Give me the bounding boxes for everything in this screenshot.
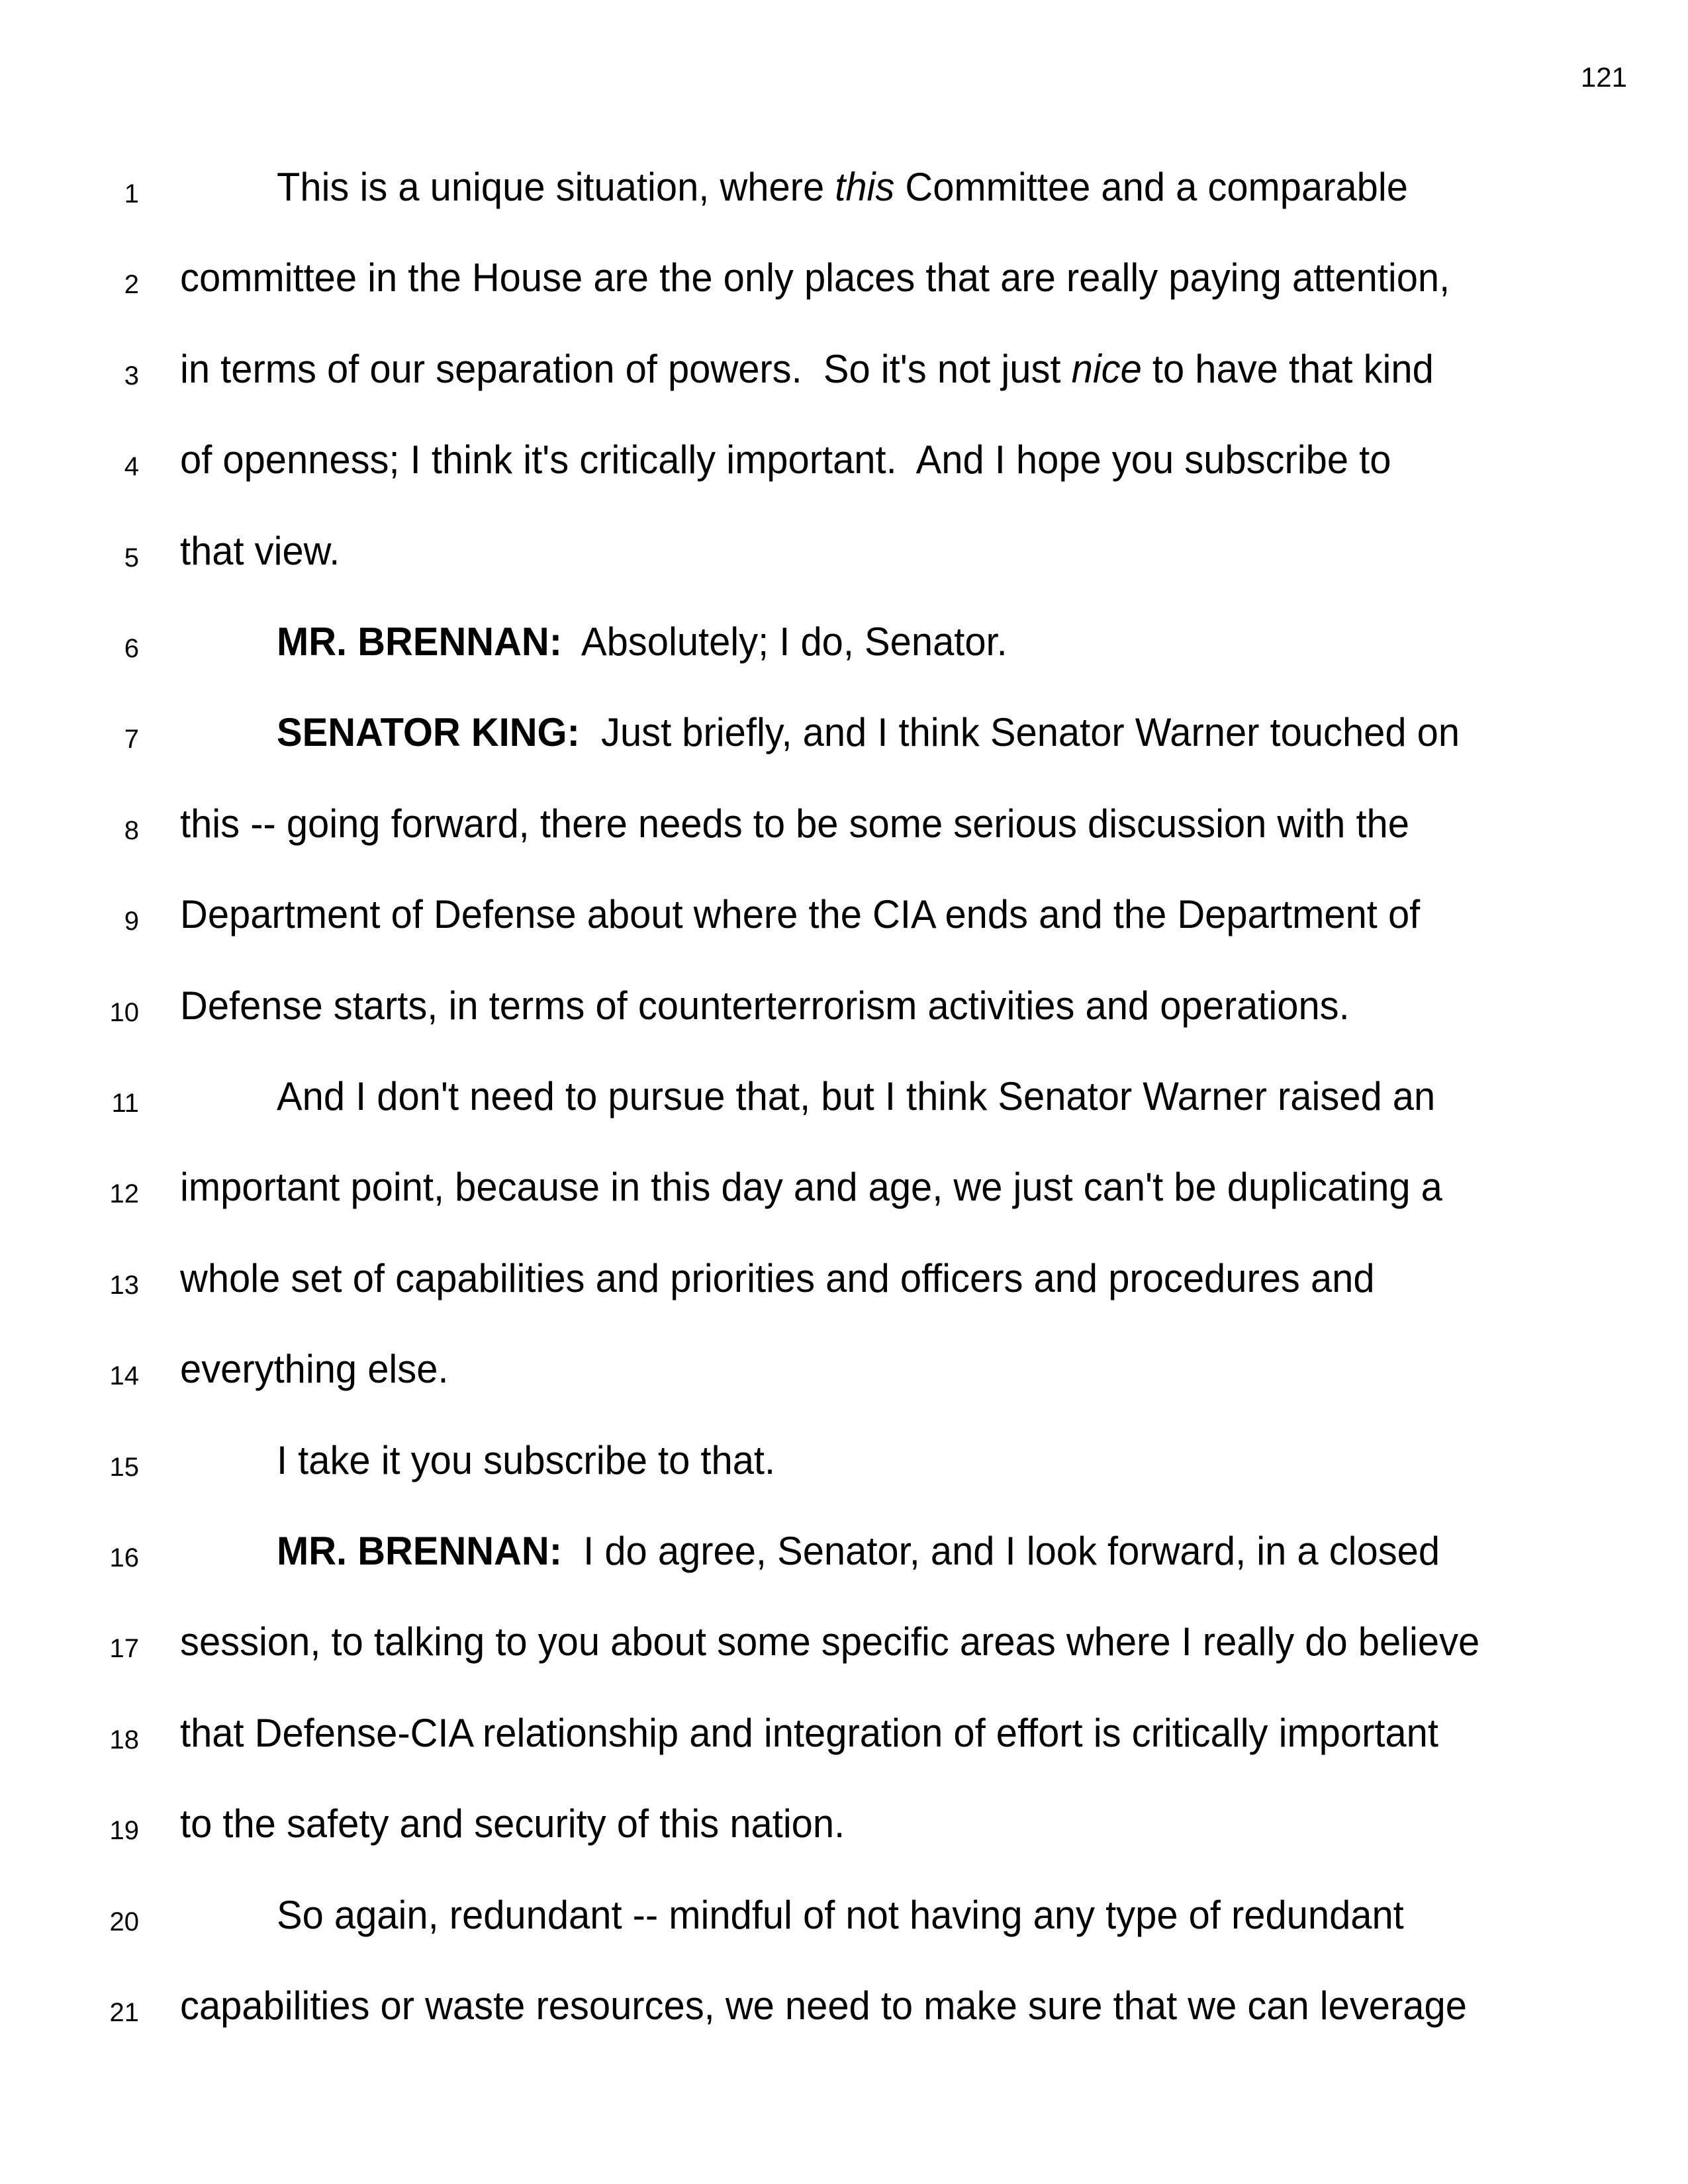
transcript-line xyxy=(0,1882,1688,1935)
line-text xyxy=(277,710,1460,755)
text-segment: I do agree, Senator, and I look forward, in a closed xyxy=(562,1529,1440,1573)
text-segment: And I don't need to pursue that, but I think Senator Warner raised an xyxy=(277,1074,1436,1118)
line-text xyxy=(180,983,1350,1028)
line-number: 5 xyxy=(124,543,139,572)
line-number: 11 xyxy=(111,1089,139,1118)
transcript-line xyxy=(0,518,1688,571)
text-segment: This is a unique situation, where xyxy=(277,165,835,209)
line-text xyxy=(277,1437,776,1482)
page-number: 121 xyxy=(1580,62,1627,93)
line-text xyxy=(277,619,1008,664)
text-segment: to have that kind xyxy=(1141,346,1434,391)
line-number: 3 xyxy=(124,361,139,390)
text-segment: Department of Defense about where the CIA ends and the Department of xyxy=(180,892,1421,937)
transcript-line xyxy=(0,1246,1688,1298)
text-segment: to the safety and security of this nation. xyxy=(180,1801,845,1846)
transcript-line xyxy=(0,609,1688,662)
line-text xyxy=(277,1892,1404,1937)
line-text xyxy=(277,1074,1436,1118)
text-segment: Just briefly, and I think Senator Warner touched on xyxy=(579,710,1460,755)
transcript-line xyxy=(0,1154,1688,1210)
transcript-line xyxy=(0,1609,1688,1662)
transcript-line xyxy=(0,245,1688,298)
line-text xyxy=(180,528,340,573)
line-text xyxy=(277,1531,1440,1571)
text-segment: I take it you subscribe to that. xyxy=(277,1437,776,1482)
text-segment: in terms of our separation of powers. So it's not just xyxy=(180,346,1072,391)
line-text xyxy=(180,346,1434,391)
line-number: 15 xyxy=(109,1452,139,1482)
line-number: 1 xyxy=(124,179,139,208)
speaker-label: MR. BRENNAN: xyxy=(277,619,563,664)
line-number: 21 xyxy=(109,1998,139,2027)
line-text xyxy=(180,437,1391,482)
transcript-line xyxy=(0,1973,1688,2026)
line-text xyxy=(180,1619,1480,1664)
text-segment: important point, because in this day and age, we just can't be duplicating a xyxy=(180,1165,1442,1210)
line-number: 9 xyxy=(124,907,139,936)
line-text xyxy=(180,1165,1442,1210)
transcript-line xyxy=(0,973,1688,1026)
line-number: 19 xyxy=(109,1816,139,1846)
line-number: 18 xyxy=(109,1725,139,1754)
transcript-line xyxy=(0,336,1688,389)
transcript-line xyxy=(0,154,1688,207)
speaker-label: MR. BRENNAN: xyxy=(277,1529,563,1573)
line-text xyxy=(180,892,1421,937)
transcript-line xyxy=(0,1700,1688,1753)
line-number: 17 xyxy=(109,1634,139,1664)
transcript-line xyxy=(0,427,1688,480)
text-segment: session, to talking to you about some specific areas where I really do believe xyxy=(180,1619,1480,1664)
text-segment: everything else. xyxy=(180,1347,449,1392)
text-segment: Absolutely; I do, Senator. xyxy=(562,619,1008,664)
transcript-line xyxy=(0,1428,1688,1480)
line-number: 10 xyxy=(109,997,139,1027)
text-segment: So again, redundant -- mindful of not having any type of redundant xyxy=(277,1892,1404,1937)
text-segment: that view. xyxy=(180,528,340,573)
line-text xyxy=(180,1255,1375,1300)
line-text xyxy=(277,167,1408,207)
text-segment: Committee and a comparable xyxy=(894,165,1408,209)
text-segment: committee in the House are the only places that are really paying attention, xyxy=(180,255,1450,300)
transcript-line xyxy=(0,1518,1688,1571)
emphasis-text: nice xyxy=(1071,346,1142,391)
line-number: 20 xyxy=(109,1907,139,1936)
transcript-line xyxy=(0,1064,1688,1116)
text-segment: of openness; I think it's critically important. And I hope you subscribe to xyxy=(180,437,1391,482)
line-number: 2 xyxy=(124,270,139,300)
line-number: 4 xyxy=(124,452,139,482)
line-text xyxy=(180,801,1409,846)
line-number: 8 xyxy=(124,815,139,845)
line-text xyxy=(180,1801,845,1846)
transcript-line xyxy=(0,700,1688,755)
line-text xyxy=(180,1710,1438,1755)
text-segment: Defense starts, in terms of counterterrorism activities and operations. xyxy=(180,983,1350,1028)
line-number: 13 xyxy=(109,1270,139,1300)
transcript-line xyxy=(0,1336,1688,1392)
text-segment: whole set of capabilities and priorities and officers and procedures and xyxy=(180,1255,1375,1300)
text-segment: this -- going forward, there needs to be some serious discussion with the xyxy=(180,801,1409,846)
line-number: 7 xyxy=(124,725,139,754)
emphasis-text: this xyxy=(835,165,895,209)
text-segment: that Defense-CIA relationship and integration of effort is critically important xyxy=(180,1710,1438,1755)
line-number: 14 xyxy=(109,1361,139,1391)
transcript-line xyxy=(0,1791,1688,1844)
line-number: 6 xyxy=(124,634,139,663)
speaker-label: SENATOR KING: xyxy=(277,710,580,755)
transcript-line xyxy=(0,791,1688,844)
text-segment: capabilities or waste resources, we need to make sure that we can leverage xyxy=(180,1983,1467,2028)
line-text xyxy=(180,255,1450,300)
line-text xyxy=(180,1347,449,1392)
transcript-line xyxy=(0,882,1688,937)
line-text xyxy=(180,1983,1467,2028)
line-number: 12 xyxy=(109,1179,139,1209)
line-number: 16 xyxy=(109,1543,139,1572)
